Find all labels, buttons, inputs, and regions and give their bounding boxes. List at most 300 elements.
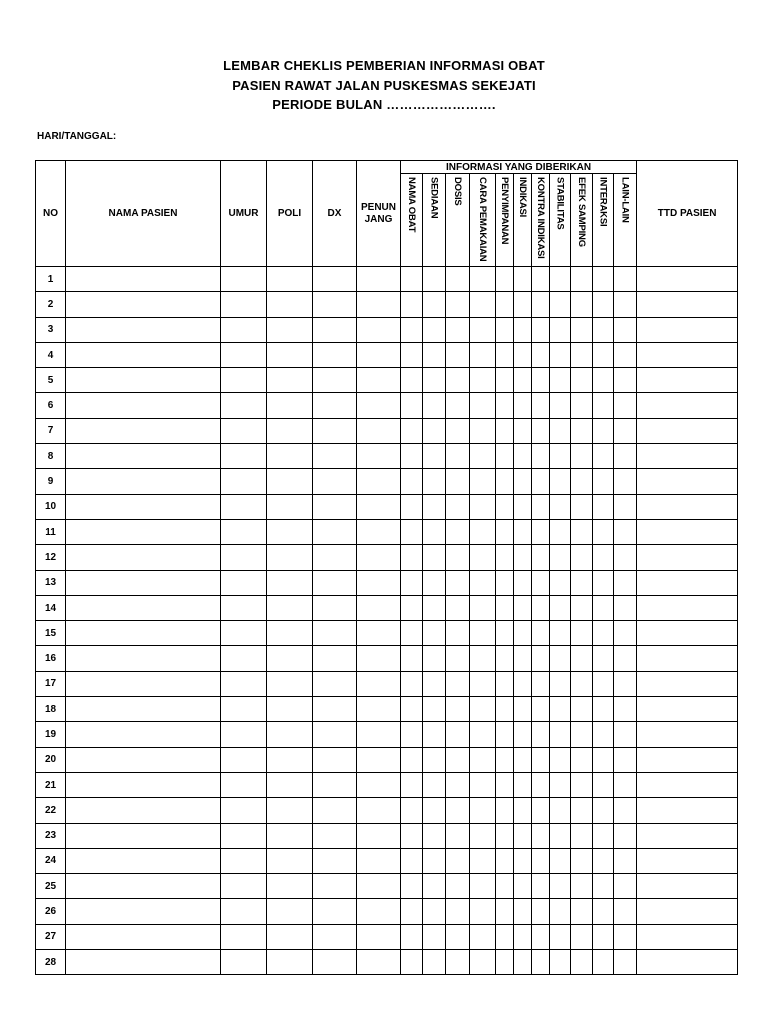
entry-cell[interactable] bbox=[614, 267, 637, 292]
entry-cell[interactable] bbox=[401, 697, 423, 722]
entry-cell[interactable] bbox=[401, 267, 423, 292]
entry-cell[interactable] bbox=[571, 697, 593, 722]
entry-cell[interactable] bbox=[637, 469, 738, 494]
entry-cell[interactable] bbox=[357, 342, 401, 367]
entry-cell[interactable] bbox=[514, 570, 532, 595]
entry-cell[interactable] bbox=[514, 595, 532, 620]
entry-cell[interactable] bbox=[637, 545, 738, 570]
entry-cell[interactable] bbox=[470, 418, 496, 443]
entry-cell[interactable] bbox=[637, 317, 738, 342]
entry-cell[interactable] bbox=[593, 798, 614, 823]
entry-cell[interactable] bbox=[221, 798, 267, 823]
entry-cell[interactable] bbox=[470, 671, 496, 696]
entry-cell[interactable] bbox=[66, 393, 221, 418]
entry-cell[interactable] bbox=[267, 519, 313, 544]
entry-cell[interactable] bbox=[571, 317, 593, 342]
entry-cell[interactable] bbox=[267, 317, 313, 342]
entry-cell[interactable] bbox=[221, 267, 267, 292]
entry-cell[interactable] bbox=[313, 798, 357, 823]
entry-cell[interactable] bbox=[446, 494, 470, 519]
entry-cell[interactable] bbox=[593, 697, 614, 722]
entry-cell[interactable] bbox=[221, 393, 267, 418]
entry-cell[interactable] bbox=[66, 646, 221, 671]
entry-cell[interactable] bbox=[550, 469, 571, 494]
entry-cell[interactable] bbox=[550, 899, 571, 924]
entry-cell[interactable] bbox=[496, 747, 514, 772]
entry-cell[interactable] bbox=[423, 393, 446, 418]
entry-cell[interactable] bbox=[532, 267, 550, 292]
entry-cell[interactable] bbox=[221, 621, 267, 646]
entry-cell[interactable] bbox=[571, 368, 593, 393]
entry-cell[interactable] bbox=[496, 874, 514, 899]
entry-cell[interactable] bbox=[221, 418, 267, 443]
entry-cell[interactable] bbox=[496, 722, 514, 747]
entry-cell[interactable] bbox=[313, 469, 357, 494]
entry-cell[interactable] bbox=[401, 899, 423, 924]
entry-cell[interactable] bbox=[470, 621, 496, 646]
entry-cell[interactable] bbox=[637, 519, 738, 544]
entry-cell[interactable] bbox=[66, 924, 221, 949]
entry-cell[interactable] bbox=[496, 697, 514, 722]
entry-cell[interactable] bbox=[313, 899, 357, 924]
entry-cell[interactable] bbox=[446, 595, 470, 620]
entry-cell[interactable] bbox=[423, 874, 446, 899]
entry-cell[interactable] bbox=[532, 924, 550, 949]
entry-cell[interactable] bbox=[496, 570, 514, 595]
entry-cell[interactable] bbox=[496, 469, 514, 494]
entry-cell[interactable] bbox=[423, 267, 446, 292]
entry-cell[interactable] bbox=[401, 317, 423, 342]
entry-cell[interactable] bbox=[614, 469, 637, 494]
entry-cell[interactable] bbox=[401, 570, 423, 595]
entry-cell[interactable] bbox=[514, 545, 532, 570]
entry-cell[interactable] bbox=[221, 924, 267, 949]
entry-cell[interactable] bbox=[496, 267, 514, 292]
entry-cell[interactable] bbox=[593, 722, 614, 747]
entry-cell[interactable] bbox=[571, 444, 593, 469]
entry-cell[interactable] bbox=[221, 342, 267, 367]
entry-cell[interactable] bbox=[470, 545, 496, 570]
entry-cell[interactable] bbox=[267, 823, 313, 848]
entry-cell[interactable] bbox=[470, 697, 496, 722]
entry-cell[interactable] bbox=[423, 924, 446, 949]
entry-cell[interactable] bbox=[496, 950, 514, 975]
entry-cell[interactable] bbox=[571, 545, 593, 570]
entry-cell[interactable] bbox=[446, 621, 470, 646]
entry-cell[interactable] bbox=[267, 267, 313, 292]
entry-cell[interactable] bbox=[514, 722, 532, 747]
entry-cell[interactable] bbox=[446, 823, 470, 848]
entry-cell[interactable] bbox=[550, 848, 571, 873]
entry-cell[interactable] bbox=[514, 444, 532, 469]
entry-cell[interactable] bbox=[313, 823, 357, 848]
entry-cell[interactable] bbox=[637, 697, 738, 722]
entry-cell[interactable] bbox=[446, 848, 470, 873]
entry-cell[interactable] bbox=[514, 317, 532, 342]
entry-cell[interactable] bbox=[496, 292, 514, 317]
entry-cell[interactable] bbox=[221, 722, 267, 747]
entry-cell[interactable] bbox=[571, 772, 593, 797]
entry-cell[interactable] bbox=[470, 519, 496, 544]
entry-cell[interactable] bbox=[423, 519, 446, 544]
entry-cell[interactable] bbox=[571, 823, 593, 848]
entry-cell[interactable] bbox=[313, 671, 357, 696]
entry-cell[interactable] bbox=[401, 342, 423, 367]
entry-cell[interactable] bbox=[593, 646, 614, 671]
entry-cell[interactable] bbox=[614, 621, 637, 646]
entry-cell[interactable] bbox=[401, 292, 423, 317]
entry-cell[interactable] bbox=[614, 570, 637, 595]
entry-cell[interactable] bbox=[446, 671, 470, 696]
entry-cell[interactable] bbox=[401, 874, 423, 899]
entry-cell[interactable] bbox=[401, 621, 423, 646]
entry-cell[interactable] bbox=[313, 393, 357, 418]
entry-cell[interactable] bbox=[470, 874, 496, 899]
entry-cell[interactable] bbox=[267, 368, 313, 393]
entry-cell[interactable] bbox=[313, 950, 357, 975]
entry-cell[interactable] bbox=[446, 267, 470, 292]
entry-cell[interactable] bbox=[313, 848, 357, 873]
entry-cell[interactable] bbox=[313, 494, 357, 519]
entry-cell[interactable] bbox=[267, 798, 313, 823]
entry-cell[interactable] bbox=[267, 950, 313, 975]
entry-cell[interactable] bbox=[593, 874, 614, 899]
entry-cell[interactable] bbox=[357, 267, 401, 292]
entry-cell[interactable] bbox=[496, 519, 514, 544]
entry-cell[interactable] bbox=[357, 646, 401, 671]
entry-cell[interactable] bbox=[532, 899, 550, 924]
entry-cell[interactable] bbox=[571, 267, 593, 292]
entry-cell[interactable] bbox=[532, 292, 550, 317]
entry-cell[interactable] bbox=[66, 874, 221, 899]
entry-cell[interactable] bbox=[313, 545, 357, 570]
entry-cell[interactable] bbox=[401, 418, 423, 443]
entry-cell[interactable] bbox=[496, 798, 514, 823]
entry-cell[interactable] bbox=[221, 368, 267, 393]
entry-cell[interactable] bbox=[423, 342, 446, 367]
entry-cell[interactable] bbox=[357, 823, 401, 848]
entry-cell[interactable] bbox=[423, 595, 446, 620]
entry-cell[interactable] bbox=[221, 747, 267, 772]
entry-cell[interactable] bbox=[571, 950, 593, 975]
entry-cell[interactable] bbox=[401, 494, 423, 519]
entry-cell[interactable] bbox=[550, 950, 571, 975]
entry-cell[interactable] bbox=[446, 899, 470, 924]
entry-cell[interactable] bbox=[401, 545, 423, 570]
entry-cell[interactable] bbox=[357, 595, 401, 620]
entry-cell[interactable] bbox=[423, 848, 446, 873]
entry-cell[interactable] bbox=[357, 545, 401, 570]
entry-cell[interactable] bbox=[313, 924, 357, 949]
entry-cell[interactable] bbox=[267, 545, 313, 570]
entry-cell[interactable] bbox=[221, 697, 267, 722]
entry-cell[interactable] bbox=[357, 469, 401, 494]
entry-cell[interactable] bbox=[514, 469, 532, 494]
entry-cell[interactable] bbox=[221, 595, 267, 620]
entry-cell[interactable] bbox=[446, 469, 470, 494]
entry-cell[interactable] bbox=[357, 317, 401, 342]
entry-cell[interactable] bbox=[614, 519, 637, 544]
entry-cell[interactable] bbox=[593, 418, 614, 443]
entry-cell[interactable] bbox=[267, 469, 313, 494]
entry-cell[interactable] bbox=[221, 292, 267, 317]
entry-cell[interactable] bbox=[532, 950, 550, 975]
entry-cell[interactable] bbox=[221, 317, 267, 342]
entry-cell[interactable] bbox=[550, 292, 571, 317]
entry-cell[interactable] bbox=[221, 444, 267, 469]
entry-cell[interactable] bbox=[593, 469, 614, 494]
entry-cell[interactable] bbox=[550, 823, 571, 848]
entry-cell[interactable] bbox=[313, 267, 357, 292]
entry-cell[interactable] bbox=[571, 798, 593, 823]
entry-cell[interactable] bbox=[593, 848, 614, 873]
entry-cell[interactable] bbox=[550, 722, 571, 747]
entry-cell[interactable] bbox=[423, 418, 446, 443]
entry-cell[interactable] bbox=[423, 444, 446, 469]
entry-cell[interactable] bbox=[470, 342, 496, 367]
entry-cell[interactable] bbox=[496, 848, 514, 873]
entry-cell[interactable] bbox=[313, 292, 357, 317]
entry-cell[interactable] bbox=[571, 342, 593, 367]
entry-cell[interactable] bbox=[550, 646, 571, 671]
entry-cell[interactable] bbox=[470, 747, 496, 772]
entry-cell[interactable] bbox=[446, 950, 470, 975]
entry-cell[interactable] bbox=[571, 595, 593, 620]
entry-cell[interactable] bbox=[550, 874, 571, 899]
entry-cell[interactable] bbox=[267, 570, 313, 595]
entry-cell[interactable] bbox=[532, 646, 550, 671]
entry-cell[interactable] bbox=[532, 798, 550, 823]
entry-cell[interactable] bbox=[446, 646, 470, 671]
entry-cell[interactable] bbox=[401, 595, 423, 620]
entry-cell[interactable] bbox=[423, 697, 446, 722]
entry-cell[interactable] bbox=[470, 798, 496, 823]
entry-cell[interactable] bbox=[313, 519, 357, 544]
entry-cell[interactable] bbox=[357, 621, 401, 646]
entry-cell[interactable] bbox=[637, 646, 738, 671]
entry-cell[interactable] bbox=[532, 722, 550, 747]
entry-cell[interactable] bbox=[550, 519, 571, 544]
entry-cell[interactable] bbox=[614, 823, 637, 848]
entry-cell[interactable] bbox=[496, 671, 514, 696]
entry-cell[interactable] bbox=[614, 747, 637, 772]
entry-cell[interactable] bbox=[446, 519, 470, 544]
entry-cell[interactable] bbox=[357, 747, 401, 772]
entry-cell[interactable] bbox=[66, 469, 221, 494]
entry-cell[interactable] bbox=[532, 570, 550, 595]
entry-cell[interactable] bbox=[637, 368, 738, 393]
entry-cell[interactable] bbox=[514, 267, 532, 292]
entry-cell[interactable] bbox=[357, 418, 401, 443]
entry-cell[interactable] bbox=[532, 671, 550, 696]
entry-cell[interactable] bbox=[221, 899, 267, 924]
entry-cell[interactable] bbox=[66, 697, 221, 722]
entry-cell[interactable] bbox=[401, 772, 423, 797]
entry-cell[interactable] bbox=[313, 874, 357, 899]
entry-cell[interactable] bbox=[593, 772, 614, 797]
entry-cell[interactable] bbox=[66, 570, 221, 595]
entry-cell[interactable] bbox=[267, 671, 313, 696]
entry-cell[interactable] bbox=[221, 874, 267, 899]
entry-cell[interactable] bbox=[66, 292, 221, 317]
entry-cell[interactable] bbox=[550, 570, 571, 595]
entry-cell[interactable] bbox=[614, 595, 637, 620]
entry-cell[interactable] bbox=[637, 342, 738, 367]
entry-cell[interactable] bbox=[267, 874, 313, 899]
entry-cell[interactable] bbox=[532, 874, 550, 899]
entry-cell[interactable] bbox=[637, 292, 738, 317]
entry-cell[interactable] bbox=[470, 950, 496, 975]
entry-cell[interactable] bbox=[423, 469, 446, 494]
entry-cell[interactable] bbox=[446, 570, 470, 595]
entry-cell[interactable] bbox=[423, 772, 446, 797]
entry-cell[interactable] bbox=[401, 722, 423, 747]
entry-cell[interactable] bbox=[614, 545, 637, 570]
entry-cell[interactable] bbox=[267, 444, 313, 469]
entry-cell[interactable] bbox=[357, 697, 401, 722]
entry-cell[interactable] bbox=[496, 899, 514, 924]
entry-cell[interactable] bbox=[357, 950, 401, 975]
entry-cell[interactable] bbox=[637, 772, 738, 797]
entry-cell[interactable] bbox=[470, 899, 496, 924]
entry-cell[interactable] bbox=[637, 444, 738, 469]
entry-cell[interactable] bbox=[496, 595, 514, 620]
entry-cell[interactable] bbox=[313, 772, 357, 797]
entry-cell[interactable] bbox=[593, 519, 614, 544]
entry-cell[interactable] bbox=[313, 342, 357, 367]
entry-cell[interactable] bbox=[514, 519, 532, 544]
entry-cell[interactable] bbox=[496, 444, 514, 469]
entry-cell[interactable] bbox=[514, 747, 532, 772]
entry-cell[interactable] bbox=[593, 747, 614, 772]
entry-cell[interactable] bbox=[267, 697, 313, 722]
entry-cell[interactable] bbox=[571, 722, 593, 747]
entry-cell[interactable] bbox=[637, 570, 738, 595]
entry-cell[interactable] bbox=[550, 267, 571, 292]
entry-cell[interactable] bbox=[401, 747, 423, 772]
entry-cell[interactable] bbox=[357, 924, 401, 949]
entry-cell[interactable] bbox=[267, 418, 313, 443]
entry-cell[interactable] bbox=[221, 494, 267, 519]
entry-cell[interactable] bbox=[66, 950, 221, 975]
entry-cell[interactable] bbox=[514, 621, 532, 646]
entry-cell[interactable] bbox=[401, 671, 423, 696]
entry-cell[interactable] bbox=[571, 469, 593, 494]
entry-cell[interactable] bbox=[593, 924, 614, 949]
entry-cell[interactable] bbox=[571, 393, 593, 418]
entry-cell[interactable] bbox=[514, 924, 532, 949]
entry-cell[interactable] bbox=[514, 292, 532, 317]
entry-cell[interactable] bbox=[532, 368, 550, 393]
entry-cell[interactable] bbox=[571, 899, 593, 924]
entry-cell[interactable] bbox=[221, 772, 267, 797]
entry-cell[interactable] bbox=[423, 646, 446, 671]
entry-cell[interactable] bbox=[514, 393, 532, 418]
entry-cell[interactable] bbox=[637, 595, 738, 620]
entry-cell[interactable] bbox=[614, 848, 637, 873]
entry-cell[interactable] bbox=[532, 772, 550, 797]
entry-cell[interactable] bbox=[614, 418, 637, 443]
entry-cell[interactable] bbox=[514, 848, 532, 873]
entry-cell[interactable] bbox=[423, 621, 446, 646]
entry-cell[interactable] bbox=[470, 267, 496, 292]
entry-cell[interactable] bbox=[550, 747, 571, 772]
entry-cell[interactable] bbox=[637, 621, 738, 646]
entry-cell[interactable] bbox=[267, 342, 313, 367]
entry-cell[interactable] bbox=[470, 368, 496, 393]
entry-cell[interactable] bbox=[267, 393, 313, 418]
entry-cell[interactable] bbox=[446, 545, 470, 570]
entry-cell[interactable] bbox=[637, 267, 738, 292]
entry-cell[interactable] bbox=[66, 342, 221, 367]
entry-cell[interactable] bbox=[470, 469, 496, 494]
entry-cell[interactable] bbox=[470, 848, 496, 873]
entry-cell[interactable] bbox=[357, 798, 401, 823]
entry-cell[interactable] bbox=[446, 924, 470, 949]
entry-cell[interactable] bbox=[550, 772, 571, 797]
entry-cell[interactable] bbox=[496, 342, 514, 367]
entry-cell[interactable] bbox=[357, 772, 401, 797]
entry-cell[interactable] bbox=[470, 317, 496, 342]
entry-cell[interactable] bbox=[550, 368, 571, 393]
entry-cell[interactable] bbox=[423, 292, 446, 317]
entry-cell[interactable] bbox=[221, 646, 267, 671]
entry-cell[interactable] bbox=[221, 570, 267, 595]
entry-cell[interactable] bbox=[637, 747, 738, 772]
entry-cell[interactable] bbox=[496, 368, 514, 393]
entry-cell[interactable] bbox=[221, 469, 267, 494]
entry-cell[interactable] bbox=[550, 798, 571, 823]
entry-cell[interactable] bbox=[221, 823, 267, 848]
entry-cell[interactable] bbox=[66, 899, 221, 924]
entry-cell[interactable] bbox=[423, 823, 446, 848]
entry-cell[interactable] bbox=[514, 342, 532, 367]
entry-cell[interactable] bbox=[593, 267, 614, 292]
entry-cell[interactable] bbox=[267, 747, 313, 772]
entry-cell[interactable] bbox=[614, 772, 637, 797]
entry-cell[interactable] bbox=[514, 494, 532, 519]
entry-cell[interactable] bbox=[614, 368, 637, 393]
entry-cell[interactable] bbox=[496, 772, 514, 797]
entry-cell[interactable] bbox=[313, 368, 357, 393]
entry-cell[interactable] bbox=[401, 848, 423, 873]
entry-cell[interactable] bbox=[496, 545, 514, 570]
entry-cell[interactable] bbox=[593, 823, 614, 848]
entry-cell[interactable] bbox=[66, 519, 221, 544]
entry-cell[interactable] bbox=[637, 823, 738, 848]
entry-cell[interactable] bbox=[532, 444, 550, 469]
entry-cell[interactable] bbox=[593, 545, 614, 570]
entry-cell[interactable] bbox=[401, 469, 423, 494]
entry-cell[interactable] bbox=[401, 950, 423, 975]
entry-cell[interactable] bbox=[614, 317, 637, 342]
entry-cell[interactable] bbox=[357, 671, 401, 696]
entry-cell[interactable] bbox=[532, 823, 550, 848]
entry-cell[interactable] bbox=[66, 444, 221, 469]
entry-cell[interactable] bbox=[571, 418, 593, 443]
entry-cell[interactable] bbox=[446, 747, 470, 772]
entry-cell[interactable] bbox=[614, 722, 637, 747]
entry-cell[interactable] bbox=[614, 494, 637, 519]
entry-cell[interactable] bbox=[614, 697, 637, 722]
entry-cell[interactable] bbox=[470, 722, 496, 747]
entry-cell[interactable] bbox=[550, 317, 571, 342]
entry-cell[interactable] bbox=[446, 342, 470, 367]
entry-cell[interactable] bbox=[593, 317, 614, 342]
entry-cell[interactable] bbox=[470, 444, 496, 469]
entry-cell[interactable] bbox=[614, 292, 637, 317]
entry-cell[interactable] bbox=[446, 874, 470, 899]
